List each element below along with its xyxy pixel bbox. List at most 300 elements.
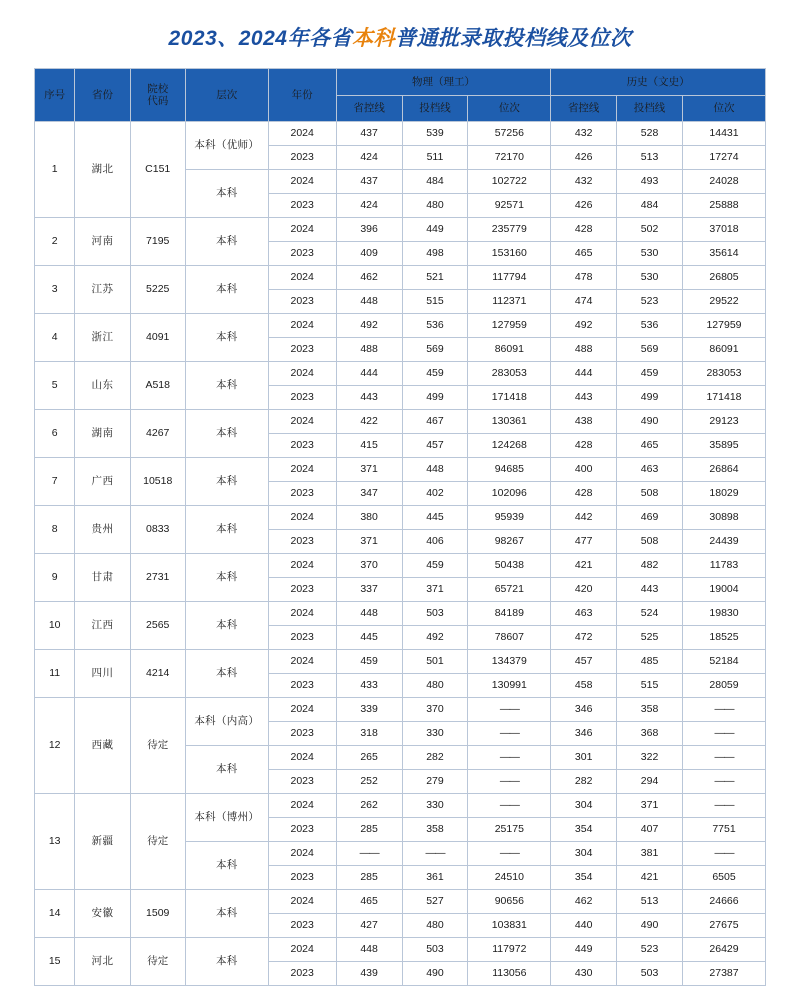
cell-history-control-line: 477 xyxy=(551,530,617,554)
cell-history-control-line: 400 xyxy=(551,458,617,482)
cell-history-control-line: 492 xyxy=(551,314,617,338)
cell-history-score-line: 508 xyxy=(617,482,683,506)
cell-history-control-line: 440 xyxy=(551,914,617,938)
cell-history-rank: —— xyxy=(682,842,765,866)
cell-year: 2023 xyxy=(268,146,336,170)
cell-year: 2024 xyxy=(268,938,336,962)
table-head xyxy=(35,69,766,122)
cell-history-rank: 18029 xyxy=(682,482,765,506)
cell-history-rank: 283053 xyxy=(682,362,765,386)
cell-physics-rank: 95939 xyxy=(468,506,551,530)
cell-history-score-line: 484 xyxy=(617,194,683,218)
cell-history-control-line: 478 xyxy=(551,266,617,290)
cell-year: 2024 xyxy=(268,794,336,818)
cell-year: 2023 xyxy=(268,914,336,938)
cell-physics-score-line: 282 xyxy=(402,746,468,770)
cell-physics-score-line: 498 xyxy=(402,242,468,266)
cell-year: 2023 xyxy=(268,770,336,794)
cell-history-score-line: 524 xyxy=(617,602,683,626)
cell-physics-control-line: 448 xyxy=(336,290,402,314)
cell-history-rank: 24028 xyxy=(682,170,765,194)
cell-year: 2024 xyxy=(268,890,336,914)
cell-history-control-line: 449 xyxy=(551,938,617,962)
cell-year: 2023 xyxy=(268,722,336,746)
cell-year: 2024 xyxy=(268,698,336,722)
cell-index: 14 xyxy=(35,890,75,938)
cell-index: 3 xyxy=(35,266,75,314)
cell-history-rank: 14431 xyxy=(682,122,765,146)
cell-physics-rank: 124268 xyxy=(468,434,551,458)
cell-history-rank: 26805 xyxy=(682,266,765,290)
cell-physics-rank: —— xyxy=(468,722,551,746)
cell-year: 2024 xyxy=(268,266,336,290)
cell-history-rank: 6505 xyxy=(682,866,765,890)
cell-physics-score-line: 499 xyxy=(402,386,468,410)
cell-history-rank: 17274 xyxy=(682,146,765,170)
cell-school-code: 1509 xyxy=(130,890,185,938)
cell-physics-control-line: 448 xyxy=(336,602,402,626)
cell-physics-rank: 127959 xyxy=(468,314,551,338)
cell-history-rank: 27387 xyxy=(682,962,765,986)
cell-history-rank: —— xyxy=(682,698,765,722)
cell-year: 2024 xyxy=(268,650,336,674)
cell-physics-control-line: 265 xyxy=(336,746,402,770)
cell-physics-rank: 72170 xyxy=(468,146,551,170)
cell-physics-score-line: —— xyxy=(402,842,468,866)
cell-history-score-line: 513 xyxy=(617,146,683,170)
cell-physics-score-line: 480 xyxy=(402,674,468,698)
cell-history-rank: 24666 xyxy=(682,890,765,914)
header-province: 省份 xyxy=(75,69,130,122)
cell-history-control-line: 458 xyxy=(551,674,617,698)
cell-history-score-line: 482 xyxy=(617,554,683,578)
page-title xyxy=(34,22,766,52)
cell-physics-score-line: 457 xyxy=(402,434,468,458)
cell-school-code: 2565 xyxy=(130,602,185,650)
cell-physics-score-line: 445 xyxy=(402,506,468,530)
cell-level: 本科（内高） xyxy=(185,698,268,746)
cell-physics-rank: 86091 xyxy=(468,338,551,362)
cell-physics-score-line: 279 xyxy=(402,770,468,794)
cell-index: 6 xyxy=(35,410,75,458)
cell-physics-rank: 102096 xyxy=(468,482,551,506)
cell-year: 2024 xyxy=(268,170,336,194)
cell-history-rank: 18525 xyxy=(682,626,765,650)
cell-physics-score-line: 330 xyxy=(402,794,468,818)
header-group-history: 历史（文史） xyxy=(551,69,766,96)
cell-index: 10 xyxy=(35,602,75,650)
cell-physics-control-line: 465 xyxy=(336,890,402,914)
cell-history-rank: 26864 xyxy=(682,458,765,482)
table-row xyxy=(35,122,766,146)
cell-year: 2024 xyxy=(268,458,336,482)
cell-history-score-line: 515 xyxy=(617,674,683,698)
cell-history-score-line: 459 xyxy=(617,362,683,386)
cell-history-control-line: 304 xyxy=(551,794,617,818)
cell-history-score-line: 490 xyxy=(617,914,683,938)
cell-physics-score-line: 459 xyxy=(402,554,468,578)
cell-physics-control-line: 396 xyxy=(336,218,402,242)
cell-physics-control-line: 445 xyxy=(336,626,402,650)
cell-physics-rank: 57256 xyxy=(468,122,551,146)
cell-index: 15 xyxy=(35,938,75,986)
cell-physics-score-line: 539 xyxy=(402,122,468,146)
cell-history-rank: 26429 xyxy=(682,938,765,962)
cell-year: 2024 xyxy=(268,218,336,242)
cell-physics-control-line: 427 xyxy=(336,914,402,938)
cell-physics-score-line: 330 xyxy=(402,722,468,746)
cell-province: 江苏 xyxy=(75,266,130,314)
cell-history-rank: 11783 xyxy=(682,554,765,578)
cell-physics-control-line: 285 xyxy=(336,818,402,842)
cell-province: 安徽 xyxy=(75,890,130,938)
cell-physics-control-line: 347 xyxy=(336,482,402,506)
table-row xyxy=(35,554,766,578)
cell-physics-rank: 117794 xyxy=(468,266,551,290)
cell-physics-control-line: 424 xyxy=(336,146,402,170)
cell-level: 本科 xyxy=(185,266,268,314)
cell-history-rank: 29123 xyxy=(682,410,765,434)
cell-physics-score-line: 490 xyxy=(402,962,468,986)
table-row xyxy=(35,218,766,242)
header-index: 序号 xyxy=(35,69,75,122)
cell-province: 新疆 xyxy=(75,794,130,890)
cell-physics-rank: 24510 xyxy=(468,866,551,890)
cell-history-control-line: 465 xyxy=(551,242,617,266)
cell-history-rank: 52184 xyxy=(682,650,765,674)
cell-physics-score-line: 448 xyxy=(402,458,468,482)
cell-province: 河南 xyxy=(75,218,130,266)
cell-history-score-line: 485 xyxy=(617,650,683,674)
cell-physics-control-line: 437 xyxy=(336,122,402,146)
cell-physics-rank: 25175 xyxy=(468,818,551,842)
cell-level: 本科 xyxy=(185,842,268,890)
cell-physics-score-line: 480 xyxy=(402,914,468,938)
cell-physics-rank: 90656 xyxy=(468,890,551,914)
cell-history-score-line: 528 xyxy=(617,122,683,146)
cell-history-rank: 27675 xyxy=(682,914,765,938)
cell-physics-control-line: 380 xyxy=(336,506,402,530)
cell-index: 5 xyxy=(35,362,75,410)
cell-physics-rank: 171418 xyxy=(468,386,551,410)
cell-history-score-line: 525 xyxy=(617,626,683,650)
cell-year: 2024 xyxy=(268,842,336,866)
cell-school-code: 4214 xyxy=(130,650,185,698)
cell-history-control-line: 420 xyxy=(551,578,617,602)
cell-history-control-line: 472 xyxy=(551,626,617,650)
cell-level: 本科 xyxy=(185,890,268,938)
table-row xyxy=(35,698,766,722)
table-row xyxy=(35,890,766,914)
cell-history-control-line: 432 xyxy=(551,170,617,194)
table-row xyxy=(35,602,766,626)
cell-physics-control-line: 252 xyxy=(336,770,402,794)
cell-province: 四川 xyxy=(75,650,130,698)
cell-history-rank: 86091 xyxy=(682,338,765,362)
cell-year: 2024 xyxy=(268,122,336,146)
table-row xyxy=(35,410,766,434)
cell-province: 湖北 xyxy=(75,122,130,218)
cell-physics-score-line: 406 xyxy=(402,530,468,554)
cell-history-score-line: 294 xyxy=(617,770,683,794)
cell-year: 2024 xyxy=(268,362,336,386)
cell-level: 本科 xyxy=(185,554,268,602)
cell-year: 2024 xyxy=(268,314,336,338)
cell-history-rank: —— xyxy=(682,722,765,746)
cell-province: 西藏 xyxy=(75,698,130,794)
cell-physics-control-line: 415 xyxy=(336,434,402,458)
cell-level: 本科 xyxy=(185,170,268,218)
cell-history-rank: 127959 xyxy=(682,314,765,338)
cell-history-score-line: 322 xyxy=(617,746,683,770)
cell-history-score-line: 381 xyxy=(617,842,683,866)
header-history-score-line: 投档线 xyxy=(617,95,683,122)
cell-physics-rank: 134379 xyxy=(468,650,551,674)
cell-physics-score-line: 527 xyxy=(402,890,468,914)
cell-history-rank: 19004 xyxy=(682,578,765,602)
cell-physics-rank: 94685 xyxy=(468,458,551,482)
cell-history-control-line: 430 xyxy=(551,962,617,986)
cell-level: 本科 xyxy=(185,314,268,362)
cell-physics-rank: 235779 xyxy=(468,218,551,242)
cell-physics-score-line: 480 xyxy=(402,194,468,218)
cell-history-control-line: 462 xyxy=(551,890,617,914)
cell-physics-rank: —— xyxy=(468,794,551,818)
cell-physics-control-line: 262 xyxy=(336,794,402,818)
cell-physics-score-line: 449 xyxy=(402,218,468,242)
cell-year: 2023 xyxy=(268,194,336,218)
cell-history-score-line: 502 xyxy=(617,218,683,242)
cell-year: 2024 xyxy=(268,602,336,626)
cell-index: 4 xyxy=(35,314,75,362)
cell-physics-score-line: 492 xyxy=(402,626,468,650)
cell-year: 2023 xyxy=(268,482,336,506)
header-year: 年份 xyxy=(268,69,336,122)
cell-physics-control-line: 459 xyxy=(336,650,402,674)
cell-history-control-line: 488 xyxy=(551,338,617,362)
cell-history-control-line: 282 xyxy=(551,770,617,794)
cell-province: 浙江 xyxy=(75,314,130,362)
cell-physics-rank: 98267 xyxy=(468,530,551,554)
cell-physics-rank: —— xyxy=(468,698,551,722)
cell-physics-control-line: 318 xyxy=(336,722,402,746)
cell-physics-rank: 50438 xyxy=(468,554,551,578)
header-history-control-line: 省控线 xyxy=(551,95,617,122)
cell-physics-rank: 103831 xyxy=(468,914,551,938)
cell-history-score-line: 536 xyxy=(617,314,683,338)
cell-level: 本科 xyxy=(185,458,268,506)
cell-school-code: 待定 xyxy=(130,938,185,986)
cell-school-code: 2731 xyxy=(130,554,185,602)
table-row xyxy=(35,506,766,530)
cell-physics-rank: 117972 xyxy=(468,938,551,962)
cell-history-score-line: 490 xyxy=(617,410,683,434)
cell-physics-rank: —— xyxy=(468,770,551,794)
cell-province: 河北 xyxy=(75,938,130,986)
cell-year: 2023 xyxy=(268,530,336,554)
cell-year: 2023 xyxy=(268,434,336,458)
cell-physics-score-line: 459 xyxy=(402,362,468,386)
cell-physics-rank: —— xyxy=(468,842,551,866)
cell-level: 本科 xyxy=(185,938,268,986)
cell-school-code: C151 xyxy=(130,122,185,218)
cell-year: 2023 xyxy=(268,674,336,698)
cell-school-code: 待定 xyxy=(130,794,185,890)
cell-physics-rank: 84189 xyxy=(468,602,551,626)
cell-index: 7 xyxy=(35,458,75,506)
cell-history-score-line: 407 xyxy=(617,818,683,842)
cell-year: 2023 xyxy=(268,818,336,842)
cell-history-control-line: 346 xyxy=(551,698,617,722)
cell-level: 本科（优师） xyxy=(185,122,268,170)
cell-history-control-line: 438 xyxy=(551,410,617,434)
cell-physics-score-line: 536 xyxy=(402,314,468,338)
cell-province: 甘肃 xyxy=(75,554,130,602)
cell-level: 本科 xyxy=(185,602,268,650)
cell-year: 2024 xyxy=(268,554,336,578)
cell-year: 2024 xyxy=(268,410,336,434)
cell-history-rank: 35614 xyxy=(682,242,765,266)
cell-physics-control-line: 437 xyxy=(336,170,402,194)
table-row xyxy=(35,938,766,962)
cell-year: 2023 xyxy=(268,290,336,314)
header-level: 层次 xyxy=(185,69,268,122)
cell-history-rank: 171418 xyxy=(682,386,765,410)
cell-history-rank: 30898 xyxy=(682,506,765,530)
cell-physics-control-line: 339 xyxy=(336,698,402,722)
cell-physics-control-line: 285 xyxy=(336,866,402,890)
cell-history-score-line: 523 xyxy=(617,290,683,314)
cell-index: 8 xyxy=(35,506,75,554)
cell-history-score-line: 530 xyxy=(617,242,683,266)
cell-level: 本科 xyxy=(185,218,268,266)
cell-province: 江西 xyxy=(75,602,130,650)
cell-physics-control-line: 371 xyxy=(336,530,402,554)
cell-history-control-line: 301 xyxy=(551,746,617,770)
cell-physics-score-line: 503 xyxy=(402,938,468,962)
cell-physics-score-line: 361 xyxy=(402,866,468,890)
cell-physics-control-line: 424 xyxy=(336,194,402,218)
cell-index: 11 xyxy=(35,650,75,698)
cell-history-rank: —— xyxy=(682,770,765,794)
cell-physics-score-line: 467 xyxy=(402,410,468,434)
cell-history-control-line: 457 xyxy=(551,650,617,674)
cell-year: 2023 xyxy=(268,578,336,602)
header-physics-control-line: 省控线 xyxy=(336,95,402,122)
header-school-code-line2: 代码 xyxy=(147,95,169,107)
cell-history-rank: 29522 xyxy=(682,290,765,314)
cell-history-score-line: 443 xyxy=(617,578,683,602)
cell-history-score-line: 368 xyxy=(617,722,683,746)
cell-physics-control-line: 462 xyxy=(336,266,402,290)
cell-physics-rank: —— xyxy=(468,746,551,770)
cell-history-score-line: 499 xyxy=(617,386,683,410)
cell-history-control-line: 444 xyxy=(551,362,617,386)
table-row xyxy=(35,794,766,818)
cell-physics-control-line: 443 xyxy=(336,386,402,410)
cell-history-score-line: 371 xyxy=(617,794,683,818)
cell-history-rank: 7751 xyxy=(682,818,765,842)
cell-physics-rank: 102722 xyxy=(468,170,551,194)
table-row xyxy=(35,458,766,482)
cell-school-code: 7195 xyxy=(130,218,185,266)
cell-physics-score-line: 503 xyxy=(402,602,468,626)
cell-year: 2023 xyxy=(268,626,336,650)
cell-physics-control-line: 371 xyxy=(336,458,402,482)
cell-year: 2024 xyxy=(268,506,336,530)
cell-history-control-line: 428 xyxy=(551,218,617,242)
cell-level: 本科（博州） xyxy=(185,794,268,842)
header-history-rank: 位次 xyxy=(682,95,765,122)
cell-physics-control-line: 488 xyxy=(336,338,402,362)
cell-physics-rank: 113056 xyxy=(468,962,551,986)
cell-history-score-line: 463 xyxy=(617,458,683,482)
cell-physics-rank: 153160 xyxy=(468,242,551,266)
cell-history-rank: 37018 xyxy=(682,218,765,242)
cell-index: 1 xyxy=(35,122,75,218)
table-header-row-1 xyxy=(35,69,766,96)
cell-physics-score-line: 511 xyxy=(402,146,468,170)
cell-province: 广西 xyxy=(75,458,130,506)
cell-physics-control-line: 448 xyxy=(336,938,402,962)
table-row xyxy=(35,266,766,290)
cell-physics-control-line: 370 xyxy=(336,554,402,578)
cell-physics-control-line: 433 xyxy=(336,674,402,698)
cell-school-code: 4091 xyxy=(130,314,185,362)
cell-history-score-line: 513 xyxy=(617,890,683,914)
header-school-code-line1: 院校 xyxy=(147,82,169,95)
cell-history-rank: 28059 xyxy=(682,674,765,698)
header-group-physics: 物理（理工） xyxy=(336,69,551,96)
cell-physics-control-line: 422 xyxy=(336,410,402,434)
cell-school-code: 5225 xyxy=(130,266,185,314)
cell-physics-score-line: 484 xyxy=(402,170,468,194)
cell-physics-score-line: 569 xyxy=(402,338,468,362)
title-part-1: 2023、2024年各省 xyxy=(168,27,352,50)
title-part-2: 普通批录取投档线及位次 xyxy=(394,27,632,50)
cell-year: 2023 xyxy=(268,242,336,266)
table-body xyxy=(35,122,766,986)
cell-year: 2023 xyxy=(268,962,336,986)
cell-physics-score-line: 402 xyxy=(402,482,468,506)
cell-level: 本科 xyxy=(185,650,268,698)
header-physics-rank: 位次 xyxy=(468,95,551,122)
cell-history-score-line: 508 xyxy=(617,530,683,554)
admission-scores-table xyxy=(34,68,766,986)
cell-school-code: A518 xyxy=(130,362,185,410)
cell-history-score-line: 469 xyxy=(617,506,683,530)
cell-history-control-line: 304 xyxy=(551,842,617,866)
cell-physics-control-line: 337 xyxy=(336,578,402,602)
cell-school-code: 4267 xyxy=(130,410,185,458)
cell-history-score-line: 523 xyxy=(617,938,683,962)
cell-history-control-line: 474 xyxy=(551,290,617,314)
cell-physics-rank: 92571 xyxy=(468,194,551,218)
cell-history-control-line: 426 xyxy=(551,146,617,170)
cell-history-control-line: 354 xyxy=(551,818,617,842)
cell-physics-control-line: —— xyxy=(336,842,402,866)
cell-physics-rank: 130991 xyxy=(468,674,551,698)
cell-physics-rank: 78607 xyxy=(468,626,551,650)
header-physics-score-line: 投档线 xyxy=(402,95,468,122)
cell-history-score-line: 358 xyxy=(617,698,683,722)
cell-province: 贵州 xyxy=(75,506,130,554)
cell-physics-control-line: 409 xyxy=(336,242,402,266)
cell-history-control-line: 346 xyxy=(551,722,617,746)
cell-year: 2023 xyxy=(268,866,336,890)
header-school-code xyxy=(130,69,185,122)
cell-history-rank: 25888 xyxy=(682,194,765,218)
